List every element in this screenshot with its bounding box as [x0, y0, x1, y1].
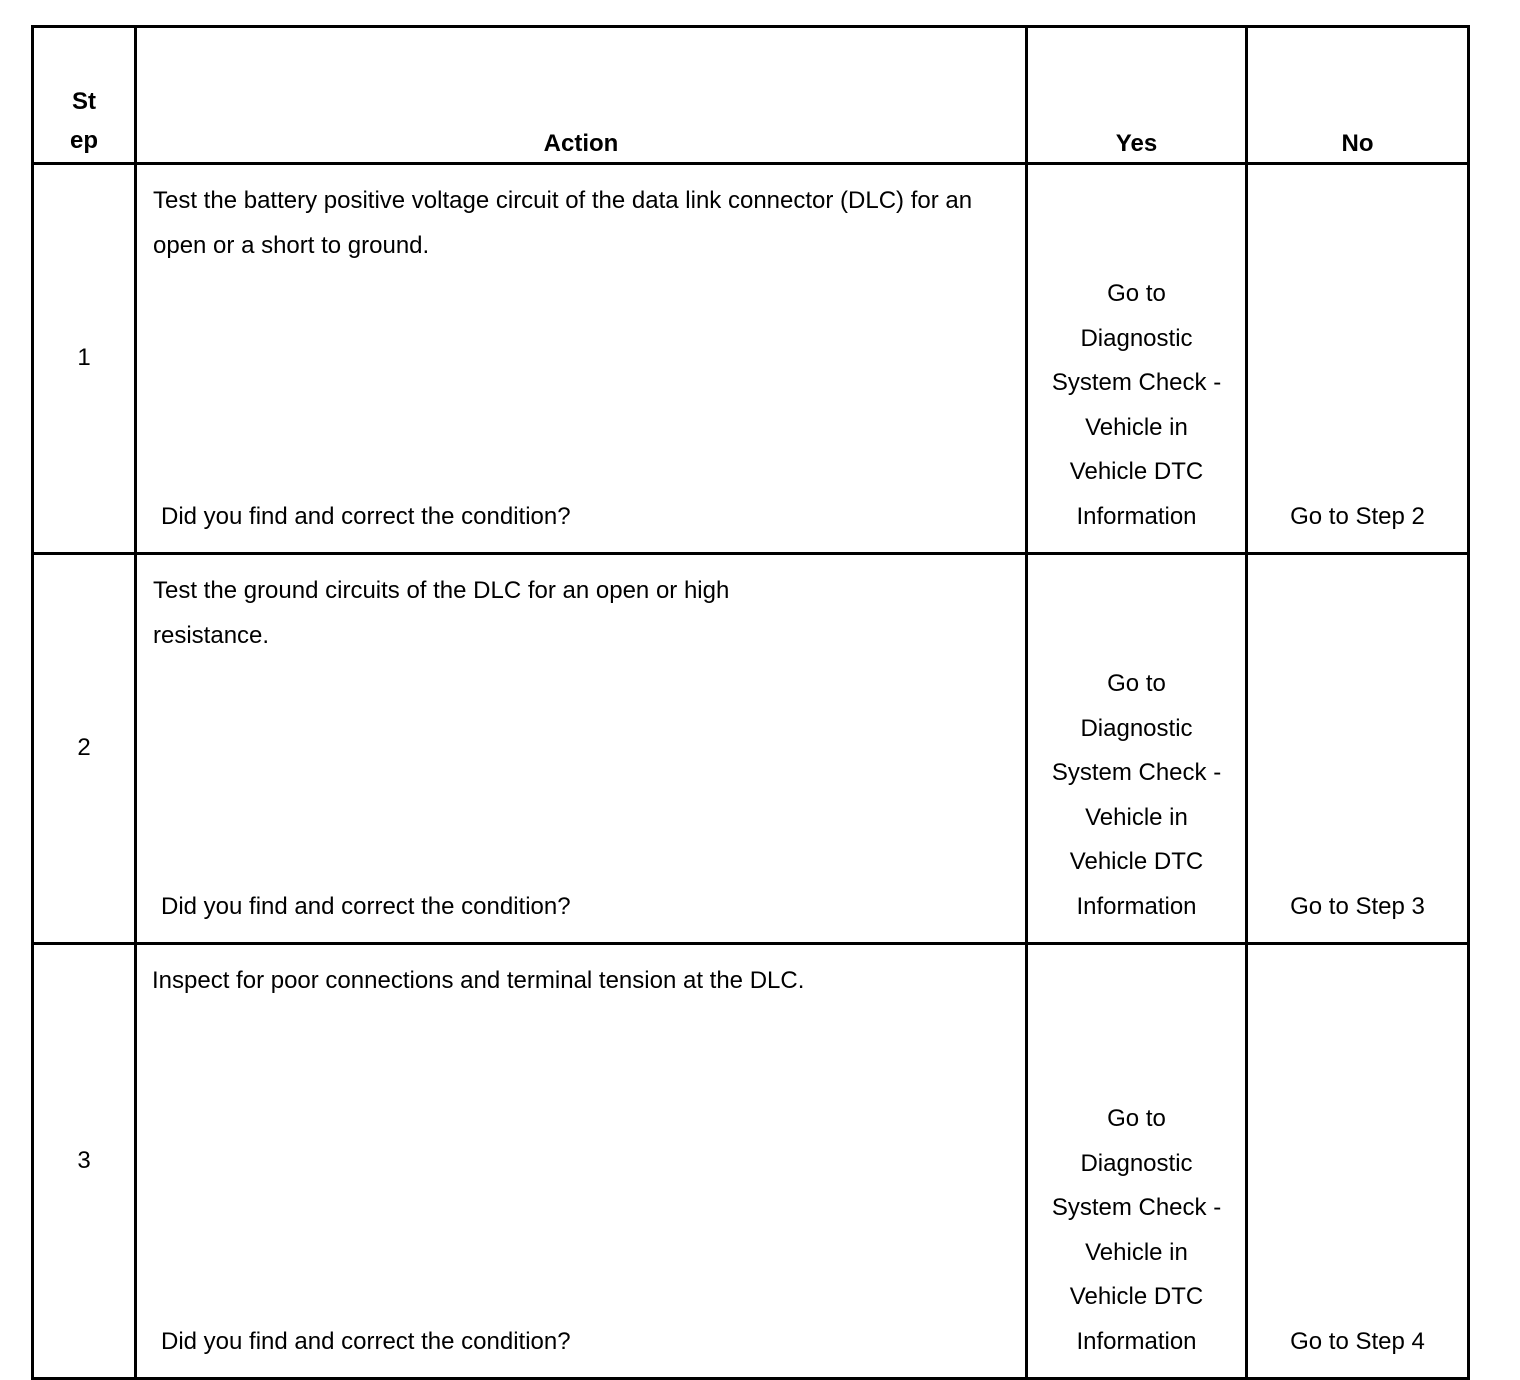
header-action: Action	[136, 27, 1027, 164]
action-text: Inspect for poor connections and terminal tension at the DLC.	[152, 967, 805, 994]
action-cell	[136, 944, 1027, 1379]
action-cell	[136, 164, 1027, 554]
yes-text: Go to Diagnostic System Check - Vehicle in Vehicle DTC Information	[1051, 1105, 1222, 1355]
header-step	[33, 27, 136, 164]
no-cell: Go to Step 2	[1247, 164, 1469, 554]
action-question: Did you find and correct the condition?	[161, 892, 571, 920]
action-question: Did you find and correct the condition?	[161, 1327, 571, 1355]
action-question: Did you find and correct the condition?	[161, 502, 571, 530]
yes-cell	[1027, 944, 1247, 1379]
step-number: 1	[33, 164, 136, 554]
diagnostic-table	[31, 25, 1470, 1380]
action-text: Test the ground circuits of the DLC for an open or high resistance.	[153, 577, 730, 649]
no-cell: Go to Step 4	[1247, 944, 1469, 1379]
step-number: 2	[33, 554, 136, 944]
table-row	[33, 944, 1469, 1379]
table-row	[33, 554, 1469, 944]
header-step-label: St ep	[69, 88, 98, 154]
yes-text: Go to Diagnostic System Check - Vehicle in Vehicle DTC Information	[1051, 670, 1222, 920]
yes-text: Go to Diagnostic System Check - Vehicle in Vehicle DTC Information	[1051, 280, 1222, 530]
header-yes: Yes	[1027, 27, 1247, 164]
no-cell: Go to Step 3	[1247, 554, 1469, 944]
yes-cell	[1027, 554, 1247, 944]
action-cell	[136, 554, 1027, 944]
table-row	[33, 164, 1469, 554]
yes-cell	[1027, 164, 1247, 554]
header-no: No	[1247, 27, 1469, 164]
header-row	[33, 27, 1469, 164]
step-number: 3	[33, 944, 136, 1379]
action-text: Test the battery positive voltage circuit of the data link connector (DLC) for an open or a short to ground.	[153, 187, 973, 259]
